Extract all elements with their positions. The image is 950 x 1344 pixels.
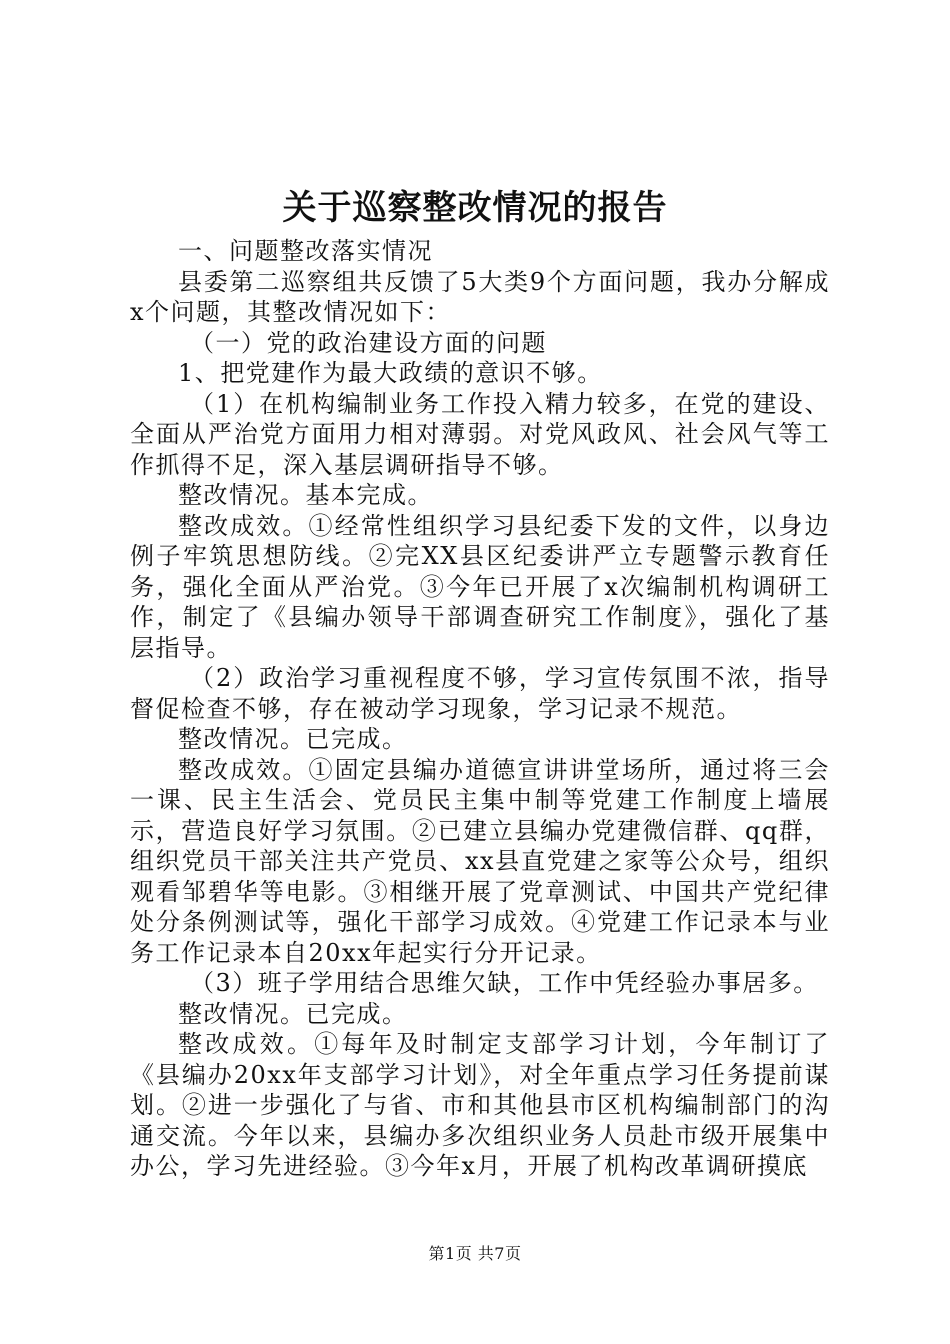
document-body — [130, 236, 830, 1182]
paragraph: 整改成效。①经常性组织学习县纪委下发的文件，以身边例子牢筑思想防线。②完XX县区纪委讲严立专题警示教育任务，强化全面从严治党。③今年已开展了x次编制机构调研工作，制定了《县编办领导干部调查研究工作制度》，强化了基层指导。 — [130, 511, 830, 662]
paragraph: 1、把党建作为最大政绩的意识不够。 — [178, 359, 603, 387]
paragraph: 县委第二巡察组共反馈了5大类9个方面问题，我办分解成x个问题，其整改情况如下： — [130, 267, 830, 326]
paragraph: 整改成效。①固定县编办道德宣讲讲堂场所，通过将三会一课、民主生活会、党员民主集中制等党建工作制度上墙展示，营造良好学习氛围。②已建立县编办党建微信群、qq群，组织党员干部关注共产党员、xx县直党建之家等公众号，组织观看邹碧华等电影。③相继开展了党章测试、中国共产党纪律处分条例测试等，强化干部学习成效。④党建工作记录本与业务工作记录本自20xx年起实行分开记录。 — [130, 755, 830, 967]
paragraph: （1）在机构编制业务工作投入精力较多，在党的建设、全面从严治党方面用力相对薄弱。对党风政风、社会风气等工作抓得不足，深入基层调研指导不够。 — [130, 389, 830, 479]
subsection-heading: （一）党的政治建设方面的问题 — [190, 328, 547, 357]
paragraph: 整改情况。已完成。 — [178, 725, 408, 753]
paragraph: 整改情况。已完成。 — [178, 999, 408, 1028]
paragraph: 整改情况。基本完成。 — [178, 481, 433, 509]
section-heading: 一、问题整改落实情况 — [178, 237, 433, 265]
paragraph: （2）政治学习重视程度不够，学习宣传氛围不浓，指导督促检查不够，存在被动学习现象，学习记录不规范。 — [130, 664, 830, 723]
page-number-footer: 第1页 共7页 — [428, 1244, 522, 1263]
paragraph: （3）班子学用结合思维欠缺，工作中凭经验办事居多。 — [190, 969, 819, 997]
paragraph: 整改成效。①每年及时制定支部学习计划，今年制订了《县编办20xx年支部学习计划》，对全年重点学习任务提前谋划。②进一步强化了与省、市和其他县市区机构编制部门的沟通交流。今年以来，县编办多次组织业务人员赴市级开展集中办公，学习先进经验。③今年x月，开展了机构改革调研摸底 — [130, 1030, 830, 1180]
document-title: 关于巡察整改情况的报告 — [282, 188, 668, 228]
